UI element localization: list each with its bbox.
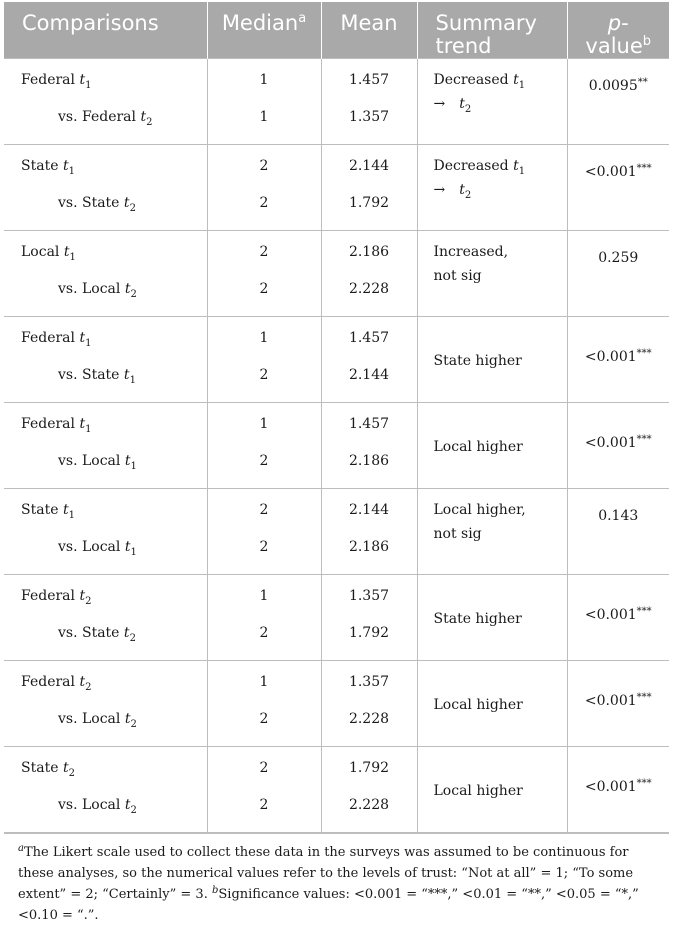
comparison-second <box>4 279 207 316</box>
p-value <box>568 59 670 94</box>
comparison-level: State <box>21 760 59 776</box>
mean-second: 2.144 <box>348 367 390 383</box>
median-cell <box>207 661 321 747</box>
summary-trend <box>418 145 567 202</box>
trend-line-2: not sig <box>433 526 482 542</box>
mean-cell <box>321 59 417 145</box>
median-first: 1 <box>259 674 269 690</box>
p-value-number: <0.001 <box>584 435 637 451</box>
p-value-number: 0.259 <box>598 250 639 266</box>
t-subscript-second: 2 <box>129 633 136 644</box>
mean-first: 1.457 <box>348 416 390 432</box>
comparison-cell <box>4 575 207 661</box>
median-cell <box>207 575 321 661</box>
summary-trend <box>418 231 567 288</box>
comparison-first <box>4 145 207 193</box>
median-first: 1 <box>259 72 269 88</box>
comparison-second <box>4 193 207 230</box>
t-subscript-second: 2 <box>130 805 137 816</box>
summary-trend <box>418 59 567 116</box>
p-value-cell <box>567 661 669 747</box>
t-variable-trend: $t_2$ <box>459 182 472 201</box>
summary-trend-cell <box>417 575 567 661</box>
median-first: 1 <box>259 330 269 346</box>
comparison-level: Local <box>21 244 60 260</box>
p-value-cell <box>567 747 669 833</box>
p-value-number: <0.001 <box>584 607 637 623</box>
header-summary-trend: Summary trend <box>417 2 567 59</box>
t-variable-second: $t_1$ <box>123 367 136 386</box>
t-variable-trend: $t_1$ <box>513 158 526 177</box>
comparison-level: vs. Local <box>58 797 121 813</box>
comparison-second <box>4 365 207 402</box>
median-first: 1 <box>259 588 269 604</box>
trend-arrow: → <box>433 96 446 112</box>
comparison-cell <box>4 403 207 489</box>
footnote-a-text: The Likert scale used to collect these data in the surveys was assumed to be continuous for these analyses, so the numerical values refer to the levels of trust: “Not at all” = 1; “To some extent” = 2; “Certainly” = 3. <box>18 845 634 902</box>
comparison-second <box>4 107 207 144</box>
t-variable-second: $t_2$ <box>123 625 136 644</box>
comparison-first <box>4 317 207 365</box>
median-first: 2 <box>259 158 269 174</box>
trend-line-1: Local higher, <box>433 502 526 518</box>
mean-cell <box>321 489 417 575</box>
mean-first: 1.792 <box>348 760 390 776</box>
header-mean: Mean <box>321 2 417 59</box>
comparison-table <box>4 2 669 833</box>
mean-second: 2.228 <box>348 281 390 297</box>
summary-trend <box>418 403 567 459</box>
p-value-cell <box>567 231 669 317</box>
comparison-level: vs. Local <box>58 453 121 469</box>
comparison-cell <box>4 747 207 833</box>
median-second: 2 <box>259 711 269 727</box>
table-row <box>4 575 669 661</box>
p-value-number: 0.143 <box>598 508 639 524</box>
t-variable-first: $t_2$ <box>62 760 75 779</box>
comparison-second <box>4 795 207 832</box>
median-second: 2 <box>259 539 269 555</box>
header-median: Median$^a$ <box>207 2 321 59</box>
mean-second: 1.357 <box>348 109 390 125</box>
comparison-first <box>4 231 207 279</box>
trend-text: Decreased <box>433 158 509 174</box>
median-cell <box>207 231 321 317</box>
t-variable-first: $t_1$ <box>79 416 92 435</box>
p-value <box>568 575 670 623</box>
mean-cell <box>321 145 417 231</box>
t-subscript-first: 2 <box>85 596 92 607</box>
t-subscript-trend: 2 <box>464 104 472 115</box>
table-row <box>4 317 669 403</box>
table-container <box>4 2 669 926</box>
summary-trend <box>418 317 567 373</box>
comparison-cell <box>4 489 207 575</box>
comparison-level: Federal <box>21 330 75 346</box>
significance-stars: *** <box>636 692 652 703</box>
summary-trend-cell <box>417 317 567 403</box>
t-subscript-first: 2 <box>68 768 75 779</box>
t-subscript-first: 1 <box>68 510 75 521</box>
mean-first: 2.144 <box>348 158 390 174</box>
mean-cell <box>321 575 417 661</box>
t-variable-first: $t_1$ <box>79 330 92 349</box>
t-subscript-second: 1 <box>130 547 137 558</box>
trend-line-1 <box>434 68 559 92</box>
summary-trend-cell <box>417 231 567 317</box>
mean-second: 2.228 <box>348 711 390 727</box>
median-first: 1 <box>259 416 269 432</box>
comparison-first <box>4 575 207 623</box>
t-subscript-trend: 1 <box>518 80 526 91</box>
footnote-b-mark: b <box>211 885 219 896</box>
t-variable-second: $t_2$ <box>140 109 153 128</box>
comparison-first <box>4 661 207 709</box>
trend-line-1: Increased, <box>433 244 509 260</box>
median-first: 2 <box>259 760 269 776</box>
summary-trend <box>418 575 567 631</box>
comparison-level: vs. State <box>58 625 120 641</box>
t-variable-first: $t_1$ <box>62 158 75 177</box>
t-variable-second: $t_2$ <box>124 281 137 300</box>
median-cell <box>207 59 321 145</box>
significance-stars: *** <box>636 434 652 445</box>
comparison-cell <box>4 231 207 317</box>
header-row <box>4 2 669 59</box>
t-subscript-second: 2 <box>129 203 136 214</box>
significance-stars: *** <box>636 348 652 359</box>
comparison-first <box>4 403 207 451</box>
mean-first: 1.457 <box>348 72 390 88</box>
summary-trend-cell <box>417 661 567 747</box>
comparison-level: Federal <box>21 416 75 432</box>
comparison-first <box>4 747 207 795</box>
t-subscript-trend: 1 <box>518 166 526 177</box>
mean-second: 1.792 <box>348 625 390 641</box>
t-subscript-first: 1 <box>85 424 92 435</box>
trend-text: Decreased <box>433 72 509 88</box>
summary-trend <box>418 747 567 803</box>
comparison-level: vs. Local <box>58 539 121 555</box>
median-second: 1 <box>259 109 269 125</box>
trend-line-1: Local higher <box>433 783 523 799</box>
t-variable-first: $t_1$ <box>63 244 76 263</box>
table-row <box>4 403 669 489</box>
comparison-level: Federal <box>21 674 75 690</box>
median-cell <box>207 145 321 231</box>
p-value-number: <0.001 <box>584 693 637 709</box>
p-value-number: <0.001 <box>584 164 637 180</box>
p-value <box>568 317 670 365</box>
summary-trend-cell <box>417 145 567 231</box>
table-row <box>4 231 669 317</box>
t-subscript-second: 1 <box>130 461 137 472</box>
mean-first: 1.457 <box>348 330 390 346</box>
trend-arrow: → <box>433 182 446 198</box>
p-value <box>568 489 670 524</box>
significance-stars: *** <box>636 163 652 174</box>
significance-stars: ** <box>637 77 648 88</box>
median-second: 2 <box>259 453 269 469</box>
trend-line-1: State higher <box>433 353 522 369</box>
p-value-cell <box>567 59 669 145</box>
mean-cell <box>321 403 417 489</box>
t-variable-trend: $t_1$ <box>513 72 526 91</box>
p-value-cell <box>567 145 669 231</box>
t-variable-second: $t_2$ <box>124 711 137 730</box>
table-row <box>4 661 669 747</box>
median-second: 2 <box>259 797 269 813</box>
summary-trend <box>418 489 567 546</box>
t-variable-first: $t_2$ <box>79 588 92 607</box>
p-value-cell <box>567 575 669 661</box>
median-second: 2 <box>259 195 269 211</box>
comparison-level: vs. Local <box>58 281 121 297</box>
comparison-second <box>4 451 207 488</box>
comparison-cell <box>4 317 207 403</box>
table-footnotes <box>4 833 669 926</box>
t-subscript-first: 1 <box>85 338 92 349</box>
median-second: 2 <box>259 281 269 297</box>
median-second: 2 <box>259 367 269 383</box>
median-first: 2 <box>259 502 269 518</box>
p-value <box>568 747 670 795</box>
t-subscript-first: 2 <box>85 682 92 693</box>
p-value <box>568 403 670 451</box>
median-cell <box>207 747 321 833</box>
mean-first: 1.357 <box>348 674 390 690</box>
comparison-cell <box>4 661 207 747</box>
p-value-number: 0.0095 <box>588 78 638 94</box>
t-subscript-second: 1 <box>129 375 136 386</box>
summary-trend-cell <box>417 489 567 575</box>
mean-cell <box>321 231 417 317</box>
t-subscript-second: 2 <box>146 117 153 128</box>
summary-trend-cell <box>417 747 567 833</box>
t-variable-trend: $t_2$ <box>459 96 472 115</box>
mean-second: 2.186 <box>348 539 390 555</box>
trend-line-1: Local higher <box>433 439 523 455</box>
mean-first: 2.144 <box>348 502 390 518</box>
t-variable-first: $t_1$ <box>62 502 75 521</box>
median-cell <box>207 403 321 489</box>
median-footnote-mark: a <box>298 11 307 26</box>
mean-cell <box>321 661 417 747</box>
t-subscript-first: 1 <box>68 166 75 177</box>
t-subscript-second: 2 <box>130 289 137 300</box>
t-subscript-trend: 2 <box>464 190 472 201</box>
mean-second: 2.228 <box>348 797 390 813</box>
mean-first: 1.357 <box>348 588 390 604</box>
table-row <box>4 489 669 575</box>
trend-line-1 <box>434 154 559 178</box>
t-subscript-first: 1 <box>69 252 76 263</box>
comparison-level: State <box>21 502 59 518</box>
comparison-first <box>4 59 207 107</box>
mean-first: 2.186 <box>348 244 390 260</box>
summary-trend <box>418 661 567 717</box>
t-variable-second: $t_2$ <box>124 797 137 816</box>
t-variable-second: $t_1$ <box>124 539 137 558</box>
footnote-b-text: Significance values: <0.001 = “***,” <0.01 = “**,” <0.05 = “*,” <0.10 = “.”. <box>18 887 639 923</box>
p-value <box>568 231 670 266</box>
p-value-cell <box>567 317 669 403</box>
comparison-cell <box>4 145 207 231</box>
footnote-a-mark: a <box>18 843 24 854</box>
header-comparisons: Comparisons <box>4 2 207 59</box>
table-row <box>4 59 669 145</box>
trend-line-2 <box>434 92 559 116</box>
mean-cell <box>321 317 417 403</box>
trend-line-1: State higher <box>433 611 522 627</box>
t-subscript-second: 2 <box>130 719 137 730</box>
comparison-level: vs. State <box>58 195 120 211</box>
p-value <box>568 145 670 180</box>
comparison-second <box>4 623 207 660</box>
mean-second: 1.792 <box>348 195 390 211</box>
table-row <box>4 145 669 231</box>
comparison-level: vs. State <box>58 367 120 383</box>
trend-line-1: Local higher <box>433 697 523 713</box>
comparison-second <box>4 537 207 574</box>
median-first: 2 <box>259 244 269 260</box>
median-second: 2 <box>259 625 269 641</box>
t-variable-second: $t_2$ <box>123 195 136 214</box>
t-variable-second: $t_1$ <box>124 453 137 472</box>
comparison-level: State <box>21 158 59 174</box>
p-value-number: <0.001 <box>584 349 637 365</box>
p-value-footnote-mark: b <box>642 34 652 49</box>
median-cell <box>207 489 321 575</box>
p-value-cell <box>567 403 669 489</box>
header-p-value: p-value$^b$ <box>567 2 669 59</box>
summary-trend-cell <box>417 403 567 489</box>
comparison-level: vs. Local <box>58 711 121 727</box>
comparison-level: Federal <box>21 72 75 88</box>
significance-stars: *** <box>636 606 652 617</box>
comparison-level: Federal <box>21 588 75 604</box>
significance-stars: *** <box>636 778 652 789</box>
t-variable-first: $t_2$ <box>79 674 92 693</box>
p-value-cell <box>567 489 669 575</box>
p-value-number: <0.001 <box>584 779 637 795</box>
table-row <box>4 747 669 833</box>
median-cell <box>207 317 321 403</box>
comparison-first <box>4 489 207 537</box>
p-value <box>568 661 670 709</box>
t-variable-first: $t_1$ <box>79 72 92 91</box>
summary-trend-cell <box>417 59 567 145</box>
t-subscript-first: 1 <box>85 80 92 91</box>
mean-cell <box>321 747 417 833</box>
trend-line-2: not sig <box>433 268 482 284</box>
comparison-level: vs. Federal <box>58 109 136 125</box>
mean-second: 2.186 <box>348 453 390 469</box>
comparison-cell <box>4 59 207 145</box>
comparison-second <box>4 709 207 746</box>
trend-line-2 <box>434 178 559 202</box>
